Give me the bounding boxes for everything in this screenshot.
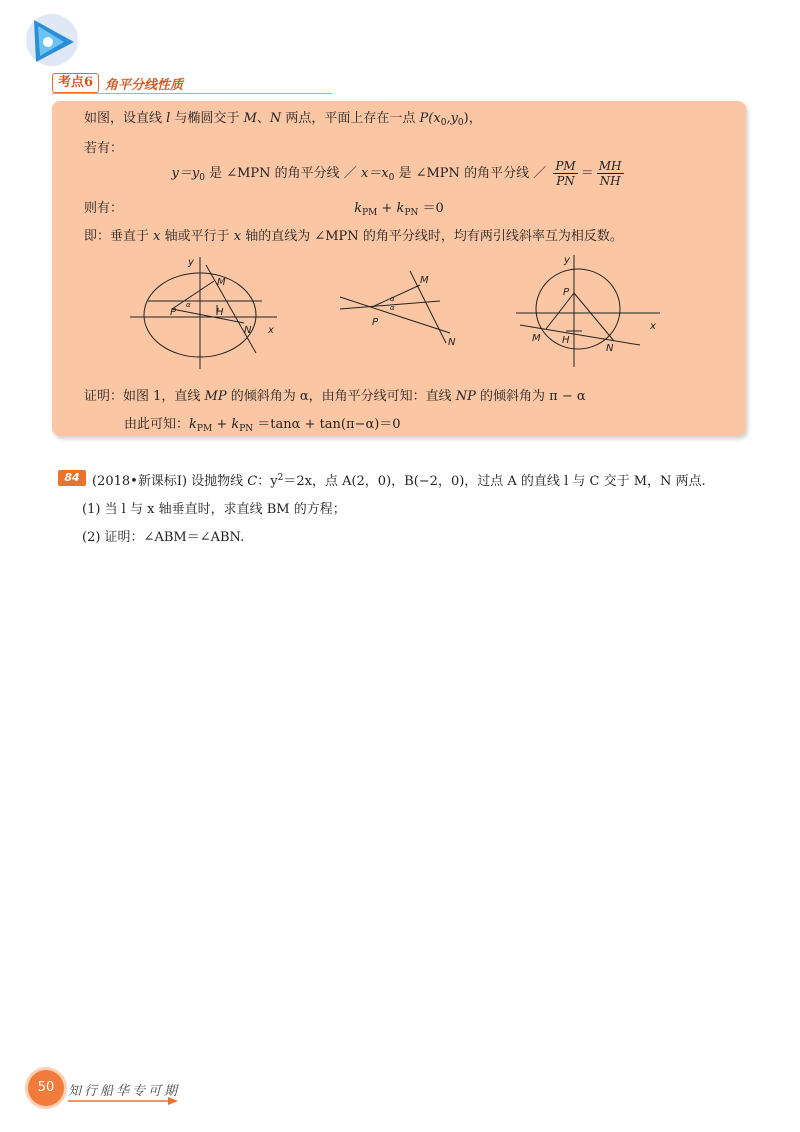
- label-alpha-2a: α: [390, 304, 395, 312]
- then-label: 则有：: [84, 201, 124, 216]
- topic-title: 角平分线性质: [105, 77, 184, 93]
- topic-heading: [52, 72, 183, 94]
- figure-2: [340, 271, 450, 343]
- fraction-pm-pn: $\frac{PM}{PN}$: [555, 159, 576, 188]
- label-x-1: x: [268, 325, 274, 336]
- footer-arrow-icon: [68, 1097, 178, 1105]
- topic-badge: 考点6: [52, 73, 99, 93]
- label-m-2: M: [420, 275, 429, 286]
- brand-logo-icon: [24, 12, 80, 68]
- figure-3: [516, 255, 660, 367]
- label-y-3: y: [564, 255, 570, 266]
- label-x-3: x: [650, 321, 656, 332]
- fraction-mh-nh: $\frac{MH}{NH}$: [598, 159, 622, 188]
- segment-pm-2: [372, 285, 420, 307]
- ellipse-3: [536, 269, 620, 349]
- condition-line: $y=y_0$ 是 ∠MPN 的角平分线 ／ $x=x_0$ 是 ∠MPN 的角平分线 ／ $\frac{PM}{PN}$ ＝ $\frac{MH}{NH}$: [171, 159, 622, 188]
- label-h-1: H: [216, 307, 224, 318]
- figure-1: [130, 257, 277, 369]
- summary-line: 即：垂直于 x 轴或平行于 x 轴的直线为 ∠MPN 的角平分线时，均有两引线斜率互为相反数。: [84, 229, 623, 244]
- label-alpha-1: α: [186, 301, 191, 309]
- topic-underline: [52, 93, 332, 94]
- segment-pn-3: [574, 293, 614, 341]
- question-part-2: (2) 证明：∠ABM＝∠ABN.: [82, 530, 245, 545]
- theorem-box: [52, 101, 746, 436]
- line-l-1: [206, 265, 256, 353]
- segment-pm-1: [172, 281, 214, 309]
- label-p-2: P: [372, 317, 379, 328]
- figures-strip: [52, 249, 746, 379]
- intro-line: 如图，设直线 l 与椭圆交于 M、N 两点，平面上存在一点 $P(x_0,y_0)$，: [84, 111, 482, 128]
- question-stem: (2018•新课标Ⅰ) 设抛物线 C：$y^2=2x$，点 A(2，0)，B(−2，0)，过点 A 的直线 l 与 C 交于 M，N 两点.: [92, 473, 706, 489]
- question-part-1: (1) 当 l 与 x 轴垂直时，求直线 BM 的方程；: [82, 502, 346, 517]
- proof-line-2: 由此可知：$k_{PM} + k_{PN} =\tan\alpha + \tan(\pi-\alpha)=0$: [124, 417, 401, 434]
- question-number-badge: 84: [58, 470, 86, 486]
- segment-pn-1: [172, 309, 244, 323]
- brand-logo: [24, 12, 80, 68]
- label-n-3: N: [606, 343, 614, 354]
- page-number: 50: [28, 1070, 64, 1106]
- segment-pm-3: [546, 293, 574, 329]
- line-through-p-2: [340, 297, 450, 333]
- label-m-1: M: [217, 277, 226, 288]
- label-n-2: N: [448, 337, 456, 348]
- then-formula: $k_{PM} + k_{PN} =0$: [354, 201, 444, 218]
- label-p-3: P: [563, 287, 570, 298]
- label-y-1: y: [188, 257, 194, 268]
- if-label: 若有：: [84, 141, 124, 156]
- label-p-1: P: [170, 307, 177, 318]
- label-m-3: M: [532, 333, 541, 344]
- label-alpha-2b: α: [390, 295, 395, 303]
- label-n-1: N: [244, 325, 252, 336]
- footer-slogan: 知行船华专可期: [68, 1084, 181, 1099]
- label-h-3: H: [562, 335, 570, 346]
- proof-line-1: 证明：如图 1，直线 MP 的倾斜角为 α，由角平分线可知：直线 NP 的倾斜角为 π − α: [84, 389, 586, 404]
